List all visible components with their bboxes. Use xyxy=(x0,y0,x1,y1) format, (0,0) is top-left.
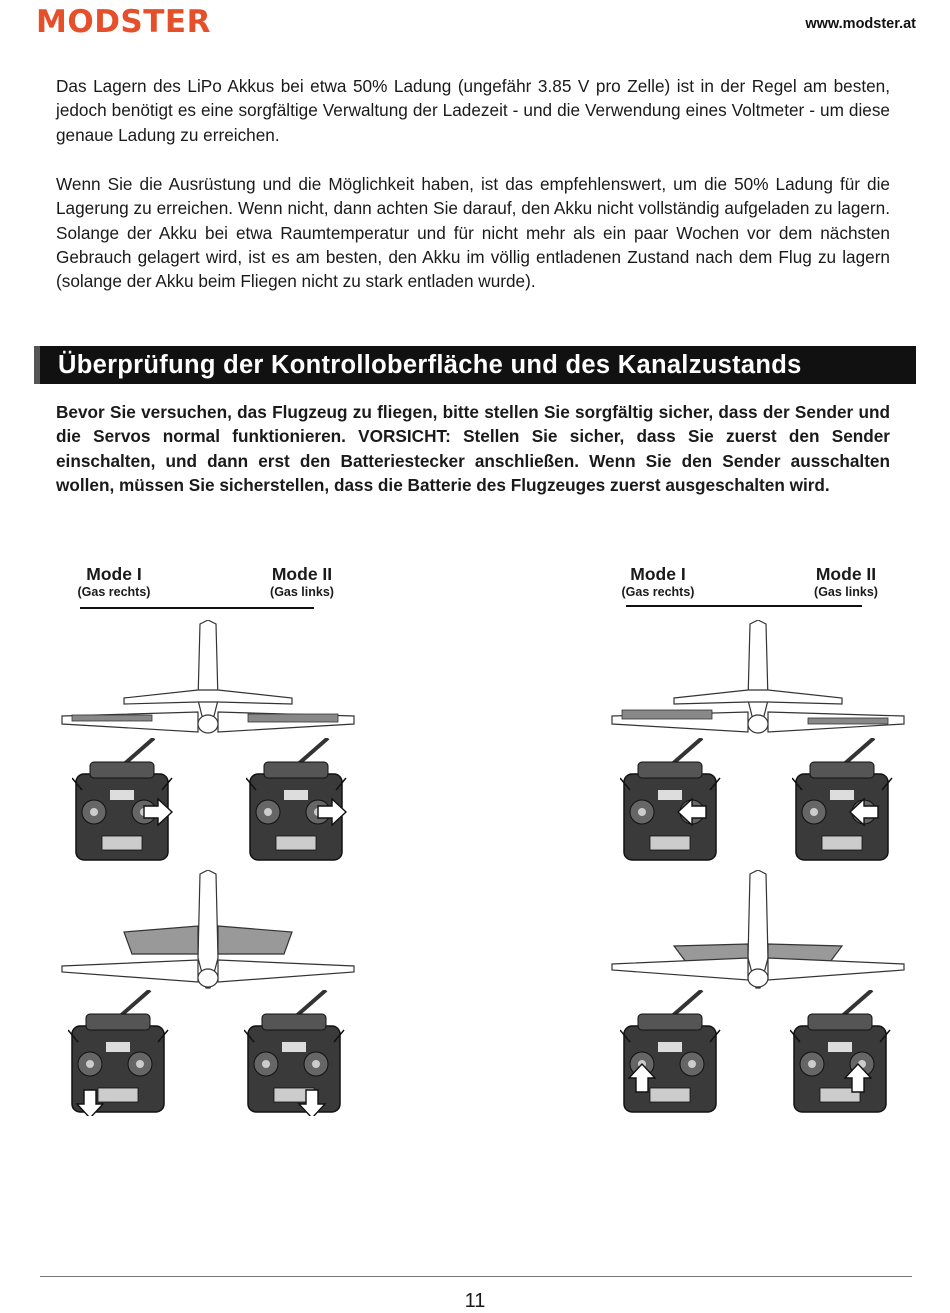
mode1-title: Mode I xyxy=(630,564,686,584)
mode2-subtitle: (Gas links) xyxy=(270,585,334,599)
mode-divider-left xyxy=(80,607,314,609)
website-url: www.modster.at xyxy=(805,16,916,32)
transmitter-elevator-up-mode2 xyxy=(244,990,356,1116)
mode2-title: Mode II xyxy=(271,564,333,584)
paragraph-storage-advice: Wenn Sie die Ausrüstung und die Möglichkeit haben, ist das empfehlenswert, um die 50% Ladung für die Lagerung zu erreichen. Wenn nicht, dann achten Sie darauf, den Akku nicht vollständig aufgeladen zu lagern. Solange der Akku bei etwa Raumtemperatur und für nicht mehr als ein paar Wochen vor dem nächsten Gebrauch gelagert wird, ist es am besten, den Akku im völlig entladenen Zustand nach dem Flug zu lagern (solange der Akku beim Fliegen nicht zu stark entladen wurde). xyxy=(56,174,890,292)
transmitter-elevator-up-mode1 xyxy=(68,990,180,1116)
paragraph-storage-charge: Das Lagern des LiPo Akkus bei etwa 50% Ladung (ungefähr 3.85 V pro Zelle) ist in der Regel am besten, jedoch benötigt es eine sorgfältige Verwaltung der Ladezeit - und die Verwendung eines Voltmeter - um diese genaue Ladung zu erreichen. xyxy=(56,76,890,145)
page-number: 11 xyxy=(464,1290,486,1312)
mode1-subtitle: (Gas rechts) xyxy=(77,585,151,599)
section-heading: Überprüfung der Kontrolloberfläche und des Kanalzustands xyxy=(34,346,916,384)
mode2-label-right xyxy=(806,564,886,600)
mode1-subtitle: (Gas rechts) xyxy=(621,585,695,599)
mode1-title: Mode I xyxy=(86,564,142,584)
transmitter-aileron-left-mode1 xyxy=(620,738,732,864)
mode2-subtitle: (Gas links) xyxy=(814,585,878,599)
transmitter-elevator-down-mode2 xyxy=(790,990,902,1116)
airplane-elevator-down-diagram xyxy=(608,870,908,994)
mode1-label-left xyxy=(72,564,156,600)
mode1-label-right xyxy=(616,564,700,600)
airplane-elevator-up-diagram xyxy=(58,870,358,994)
transmitter-aileron-right-mode1 xyxy=(72,738,184,864)
transmitter-aileron-left-mode2 xyxy=(792,738,904,864)
modster-logo: MODSTER xyxy=(36,4,211,40)
caution-text: Bevor Sie versuchen, das Flugzeug zu fliegen, bitte stellen Sie sorgfältig sicher, dass der Sender und die Servos normal funktionieren. VORSICHT: Stellen Sie sicher, dass Sie zuerst den Sender einschalten, und dann erst den Batteriestecker anschließen. Wenn Sie den Sender ausschalten wollen, müssen Sie sicherstellen, dass die Batterie des Flugzeuges zuerst ausgeschalten wird. xyxy=(56,402,890,495)
footer-divider xyxy=(40,1276,912,1277)
mode-divider-right xyxy=(626,605,862,607)
airplane-aileron-right-diagram xyxy=(58,620,358,740)
mode2-label-left xyxy=(262,564,342,600)
transmitter-elevator-down-mode1 xyxy=(620,990,732,1116)
airplane-aileron-left-diagram xyxy=(608,620,908,740)
mode2-title: Mode II xyxy=(815,564,877,584)
transmitter-aileron-right-mode2 xyxy=(246,738,358,864)
